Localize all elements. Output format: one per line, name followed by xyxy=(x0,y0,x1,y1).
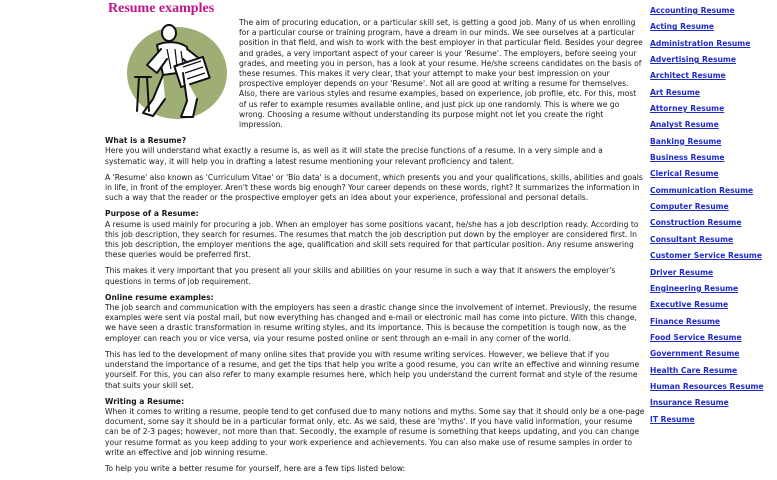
sidebar-link-construction[interactable]: Construction Resume xyxy=(650,218,742,228)
section-heading-purpose: Purpose of a Resume: xyxy=(105,209,199,219)
sidebar-link-accounting[interactable]: Accounting Resume xyxy=(650,6,735,15)
sidebar-link-analyst[interactable]: Analyst Resume xyxy=(650,120,719,130)
sidebar-link-human-resources[interactable]: Human Resources Resume xyxy=(650,381,764,391)
article xyxy=(105,18,646,480)
paragraph: A resume is used mainly for procuring a job. When an employer has some positions vacant, he/she has a job description ready. According to this job description, they search for resumes. The resumes that match the job description put down by the employer are considered first. In this job description, the employer mentions the age, qualification and skill sets required for that particular position. Any resume answering these queries would be preferred first. xyxy=(105,219,639,260)
sidebar-link-insurance[interactable]: Insurance Resume xyxy=(650,398,729,408)
sidebar-link-health-care[interactable]: Health Care Resume xyxy=(650,365,738,375)
sidebar-link-consultant[interactable]: Consultant Resume xyxy=(650,234,734,244)
sidebar-link-computer[interactable]: Computer Resume xyxy=(650,202,729,212)
person-reading-illustration xyxy=(117,19,229,122)
sidebar-link-architect[interactable]: Architect Resume xyxy=(650,71,726,81)
paragraph: This has led to the development of many online sites that provide you with resume writing services. However, we believe that if you understand the importance of a resume, and get the tips that help you write a good resume, you can write an effective and winning resume yourself. For this, you can also refer to many example resumes here, which help you understand the current format and style of the resume that suits your skill set. xyxy=(105,349,640,390)
sidebar-link-attorney[interactable]: Attorney Resume xyxy=(650,104,725,114)
sidebar-link-it[interactable]: IT Resume xyxy=(650,414,695,424)
paragraph: This makes it very important that you present all your skills and abilities on your resume in such a way that it answers the employer's questions in terms of job requirement. xyxy=(105,266,616,286)
sidebar-link-advertising[interactable]: Advertising Resume xyxy=(650,55,736,65)
section-heading-writing: Writing a Resume: xyxy=(105,396,185,406)
sidebar-link-communication[interactable]: Communication Resume xyxy=(650,185,754,195)
sidebar-resume-links xyxy=(650,6,775,431)
sidebar-link-government[interactable]: Government Resume xyxy=(650,349,740,359)
sidebar-link-clerical[interactable]: Clerical Resume xyxy=(650,169,719,179)
paragraph: A 'Resume' also known as 'Curriculum Vitae' or 'Bio data' is a document, which presents you and your qualifications, skills, abilities and goals in life, in front of the employer. Aren't these words big enough? Your career depends on these words, right? It summarizes the information in such a way that the reader or the prospective employer gets an idea about your experience, professional and personal details. xyxy=(105,172,643,203)
sidebar-link-driver[interactable]: Driver Resume xyxy=(650,267,714,277)
sidebar-link-banking[interactable]: Banking Resume xyxy=(650,136,722,146)
section-heading-what-is-resume: What is a Resume? xyxy=(105,136,187,146)
intro-paragraph: The aim of procuring education, or a particular skill set, is getting a good job. Many of us when enrolling for a particular course or training program, have a dream in our minds. We see ourselves at a particular position in that field, and wish to work with the best employer in that particular field. Besides your degree and grades, a very important aspect of your career is your 'Resume'. The employers, before seeing your grades, and meeting you in person, has a look at your resume. He/she screens candidates on the basis of these resumes. This makes it very clear, that your attempt to make your best impression on your prospective employer depends on your 'Resume'. Not all are good at writing a resume for themselves. Also, there are various styles and resume examples, based on experience, job profile, etc. For this, most of us refer to example resumes available online, and just pick up one randomly. This is where we go wrong. Choosing a resume without understanding its purpose might not let you create the right impression. xyxy=(239,18,643,130)
sidebar-link-executive[interactable]: Executive Resume xyxy=(650,300,729,310)
paragraph: Here you will understand what exactly a resume is, as well as it will state the precise functions of a resume. In a very simple and a systematic way, it will help you in drafting a latest resume mentioning your relevant proficiency and talent. xyxy=(105,146,603,166)
sidebar-link-art[interactable]: Art Resume xyxy=(650,87,700,97)
sidebar-link-administration[interactable]: Administration Resume xyxy=(650,38,751,48)
sidebar-link-engineering[interactable]: Engineering Resume xyxy=(650,283,739,293)
sidebar-link-food-service[interactable]: Food Service Resume xyxy=(650,332,742,342)
sidebar-link-customer-service[interactable]: Customer Service Resume xyxy=(650,251,762,261)
sidebar-link-acting[interactable]: Acting Resume xyxy=(650,22,715,32)
sidebar-link-finance[interactable]: Finance Resume xyxy=(650,316,721,326)
paragraph: When it comes to writing a resume, people tend to get confused due to many notions and myths. Some say that it should only be a one-page document, some say it should be in a particular format only, etc. As we said, these are 'myths'. If you have valid information, your resume can be of 2-3 pages; however, not more than that. Secondly, the example of resume is something that keeps updating, and you can change your resume format as you keep adding to your work experience and achievements. You can also make use of resume samples in order to write an effective and job winning resume. xyxy=(105,406,645,457)
paragraph: To help you write a better resume for yourself, here are a few tips listed below: xyxy=(105,463,406,473)
paragraph: The job search and communication with the employers has seen a drastic change since the involvement of internet. Previously, the resume examples were sent via postal mail, but now everything has changed and e-mail or electronic mail has come into picture. With this change, we have seen a drastic transformation in resume writing styles, and its importance. This is because the competition is tough now, as the employer can reach you or vice versa, via your resume posted online or sent through an e-mail in any corner of the world. xyxy=(105,303,637,343)
section-heading-online-examples: Online resume examples: xyxy=(105,292,214,302)
page-title: Resume examples xyxy=(108,1,215,16)
sidebar-link-business[interactable]: Business Resume xyxy=(650,153,725,163)
